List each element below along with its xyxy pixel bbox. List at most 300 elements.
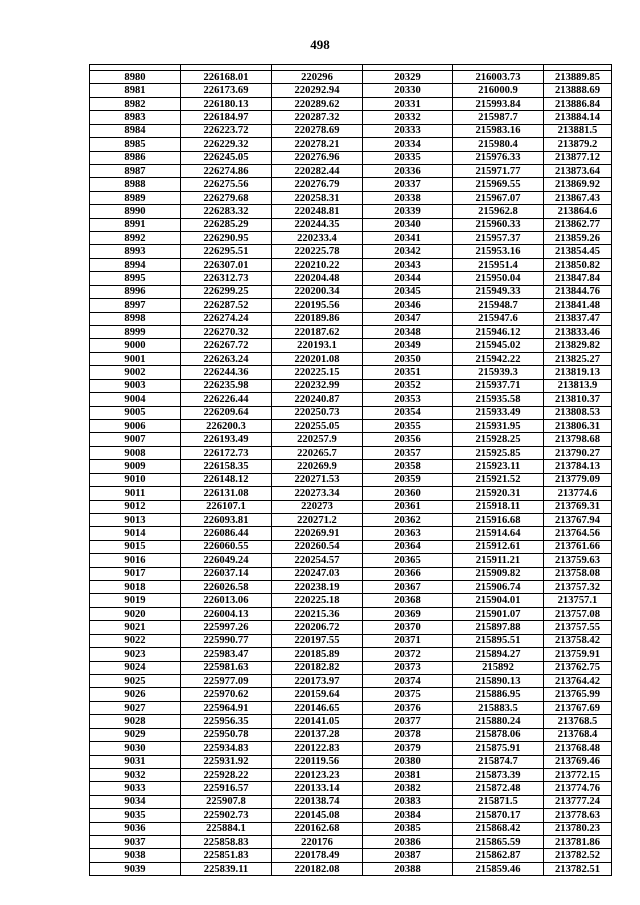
table-cell: 215931.95 — [453, 419, 544, 432]
table-cell: 226299.25 — [181, 285, 272, 298]
table-cell: 226223.72 — [181, 124, 272, 137]
table-row — [90, 527, 612, 540]
table-cell: 220204.48 — [272, 272, 363, 285]
table-cell: 226200.3 — [181, 419, 272, 432]
table-cell: 220244.35 — [272, 218, 363, 231]
table-cell: 213769.46 — [544, 755, 612, 768]
table-cell: 20380 — [363, 755, 453, 768]
table-cell: 20377 — [363, 715, 453, 728]
table-cell: 220201.08 — [272, 352, 363, 365]
table-cell: 20342 — [363, 245, 453, 258]
table-cell: 213886.84 — [544, 97, 612, 110]
table-cell: 225950.78 — [181, 728, 272, 741]
table-cell: 220240.87 — [272, 393, 363, 406]
table-cell: 20374 — [363, 674, 453, 687]
table-cell: 20354 — [363, 406, 453, 419]
table-cell: 226275.56 — [181, 178, 272, 191]
table-cell: 226180.13 — [181, 97, 272, 110]
table-cell: 9010 — [90, 473, 181, 486]
table-cell: 225990.77 — [181, 634, 272, 647]
table-cell: 215950.04 — [453, 272, 544, 285]
table-cell: 213841.48 — [544, 299, 612, 312]
table-cell: 9004 — [90, 393, 181, 406]
table-cell: 215870.17 — [453, 809, 544, 822]
table-cell: 9006 — [90, 419, 181, 432]
table-cell: 220146.65 — [272, 701, 363, 714]
table-cell: 220232.99 — [272, 379, 363, 392]
table-cell: 8984 — [90, 124, 181, 137]
table-cell: 215859.46 — [453, 862, 544, 875]
table-cell: 213825.27 — [544, 352, 612, 365]
table-cell: 9014 — [90, 527, 181, 540]
table-cell: 226173.69 — [181, 84, 272, 97]
table-cell: 215957.37 — [453, 232, 544, 245]
table-cell: 9017 — [90, 567, 181, 580]
table-cell: 9020 — [90, 607, 181, 620]
table-cell: 220255.05 — [272, 419, 363, 432]
table-cell: 220182.08 — [272, 862, 363, 875]
table-cell: 9008 — [90, 446, 181, 459]
table-cell: 20373 — [363, 661, 453, 674]
table-cell: 213769.31 — [544, 500, 612, 513]
table-cell: 213757.55 — [544, 621, 612, 634]
table-cell: 213833.46 — [544, 326, 612, 339]
table-cell: 215928.25 — [453, 433, 544, 446]
table-cell: 226049.24 — [181, 554, 272, 567]
table-cell: 20362 — [363, 513, 453, 526]
table-cell: 20386 — [363, 836, 453, 849]
table-cell: 220141.05 — [272, 715, 363, 728]
table-cell: 213867.43 — [544, 191, 612, 204]
table-cell: 8980 — [90, 71, 181, 84]
table-cell: 20379 — [363, 742, 453, 755]
table-cell: 20340 — [363, 218, 453, 231]
table-cell: 213784.13 — [544, 460, 612, 473]
table-cell: 226285.29 — [181, 218, 272, 231]
table-row — [90, 151, 612, 164]
table-cell: 215897.88 — [453, 621, 544, 634]
table-cell: 8994 — [90, 258, 181, 271]
table-cell: 220178.49 — [272, 849, 363, 862]
table-cell: 215901.07 — [453, 607, 544, 620]
table-cell: 8981 — [90, 84, 181, 97]
table-cell: 220258.31 — [272, 191, 363, 204]
table-cell: 215949.33 — [453, 285, 544, 298]
table-cell: 225934.83 — [181, 742, 272, 755]
table-cell: 226093.81 — [181, 513, 272, 526]
table-cell: 20334 — [363, 138, 453, 151]
table-cell: 9022 — [90, 634, 181, 647]
table-cell: 9034 — [90, 795, 181, 808]
table-row — [90, 272, 612, 285]
table-cell: 20353 — [363, 393, 453, 406]
table-cell: 213767.69 — [544, 701, 612, 714]
table-cell: 216000.9 — [453, 84, 544, 97]
table-cell: 215983.16 — [453, 124, 544, 137]
table-row — [90, 124, 612, 137]
table-cell: 213889.85 — [544, 71, 612, 84]
table-row — [90, 205, 612, 218]
table-cell: 226193.49 — [181, 433, 272, 446]
table-cell: 9026 — [90, 688, 181, 701]
table-cell: 215933.49 — [453, 406, 544, 419]
table-cell: 220278.21 — [272, 138, 363, 151]
table-cell: 220225.15 — [272, 366, 363, 379]
table-cell: 215935.58 — [453, 393, 544, 406]
table-cell: 20387 — [363, 849, 453, 862]
table-row — [90, 352, 612, 365]
table-cell: 20369 — [363, 607, 453, 620]
table-row — [90, 178, 612, 191]
table-cell: 215886.95 — [453, 688, 544, 701]
table-cell: 213782.52 — [544, 849, 612, 862]
table-cell: 220269.91 — [272, 527, 363, 540]
table-cell: 213764.42 — [544, 674, 612, 687]
table-cell: 220145.08 — [272, 809, 363, 822]
table-cell: 9016 — [90, 554, 181, 567]
table-cell: 213862.77 — [544, 218, 612, 231]
table-cell: 213798.68 — [544, 433, 612, 446]
table-cell: 220185.89 — [272, 648, 363, 661]
table-cell: 9025 — [90, 674, 181, 687]
table-cell: 226037.14 — [181, 567, 272, 580]
table-cell: 220257.9 — [272, 433, 363, 446]
table-cell: 226235.98 — [181, 379, 272, 392]
table-cell: 225981.63 — [181, 661, 272, 674]
table-cell: 20358 — [363, 460, 453, 473]
table-cell: 225851.83 — [181, 849, 272, 862]
table-cell: 226184.97 — [181, 111, 272, 124]
table-cell: 220138.74 — [272, 795, 363, 808]
table-cell: 9011 — [90, 487, 181, 500]
table-cell: 220225.78 — [272, 245, 363, 258]
table-cell: 20344 — [363, 272, 453, 285]
table-cell: 220176 — [272, 836, 363, 849]
table-cell: 213774.6 — [544, 487, 612, 500]
table-cell: 215987.7 — [453, 111, 544, 124]
table-cell: 226274.24 — [181, 312, 272, 325]
table-cell: 213850.82 — [544, 258, 612, 271]
table-cell: 213847.84 — [544, 272, 612, 285]
table-cell: 8991 — [90, 218, 181, 231]
table-cell: 220292.94 — [272, 84, 363, 97]
table-cell: 215921.52 — [453, 473, 544, 486]
table-cell: 20383 — [363, 795, 453, 808]
table-cell: 213774.76 — [544, 782, 612, 795]
table-cell: 9038 — [90, 849, 181, 862]
table-cell: 226283.32 — [181, 205, 272, 218]
table-cell: 9033 — [90, 782, 181, 795]
table-cell: 220187.62 — [272, 326, 363, 339]
table-row — [90, 500, 612, 513]
table-cell: 213778.63 — [544, 809, 612, 822]
table-cell: 20341 — [363, 232, 453, 245]
table-cell: 225839.11 — [181, 862, 272, 875]
table-cell: 225928.22 — [181, 768, 272, 781]
table-cell: 220189.86 — [272, 312, 363, 325]
table-cell: 215993.84 — [453, 97, 544, 110]
table-cell: 20357 — [363, 446, 453, 459]
table-cell: 226245.05 — [181, 151, 272, 164]
table-cell: 9001 — [90, 352, 181, 365]
table-cell: 220278.69 — [272, 124, 363, 137]
table-cell: 20347 — [363, 312, 453, 325]
table-cell: 215892 — [453, 661, 544, 674]
table-cell: 213758.08 — [544, 567, 612, 580]
table-cell: 20367 — [363, 581, 453, 594]
table-cell: 213768.5 — [544, 715, 612, 728]
table-cell: 215911.21 — [453, 554, 544, 567]
table-row — [90, 715, 612, 728]
table-cell: 213790.27 — [544, 446, 612, 459]
table-cell: 20329 — [363, 71, 453, 84]
table-cell: 220215.36 — [272, 607, 363, 620]
table-cell: 226312.73 — [181, 272, 272, 285]
table-cell: 20365 — [363, 554, 453, 567]
table-row — [90, 742, 612, 755]
table-cell: 225858.83 — [181, 836, 272, 849]
table-cell: 226263.24 — [181, 352, 272, 365]
table-cell: 9009 — [90, 460, 181, 473]
table-cell: 220173.97 — [272, 674, 363, 687]
table-cell: 213759.63 — [544, 554, 612, 567]
table-cell: 225964.91 — [181, 701, 272, 714]
table-cell: 225956.35 — [181, 715, 272, 728]
table-cell: 220159.64 — [272, 688, 363, 701]
table-cell: 8993 — [90, 245, 181, 258]
table-row — [90, 648, 612, 661]
table-cell: 226168.01 — [181, 71, 272, 84]
table-cell: 220269.9 — [272, 460, 363, 473]
table-row — [90, 312, 612, 325]
table-cell: 215912.61 — [453, 540, 544, 553]
table-cell: 9039 — [90, 862, 181, 875]
table-row — [90, 446, 612, 459]
table-cell: 9031 — [90, 755, 181, 768]
table-cell: 226287.52 — [181, 299, 272, 312]
table-cell: 9005 — [90, 406, 181, 419]
table-cell: 226158.35 — [181, 460, 272, 473]
table-cell: 20355 — [363, 419, 453, 432]
table-cell: 9018 — [90, 581, 181, 594]
table-cell: 213873.64 — [544, 164, 612, 177]
page-number: 498 — [310, 37, 330, 52]
table-cell: 215948.7 — [453, 299, 544, 312]
table-cell: 213765.99 — [544, 688, 612, 701]
table-cell: 9029 — [90, 728, 181, 741]
table-cell: 213761.66 — [544, 540, 612, 553]
table-cell: 220287.32 — [272, 111, 363, 124]
table-cell: 20337 — [363, 178, 453, 191]
table-cell: 215871.5 — [453, 795, 544, 808]
table-cell: 8989 — [90, 191, 181, 204]
table-row — [90, 433, 612, 446]
table-cell: 20330 — [363, 84, 453, 97]
coordinates-table-body — [90, 65, 612, 876]
table-cell: 215865.59 — [453, 836, 544, 849]
table-row — [90, 554, 612, 567]
table-cell: 220289.62 — [272, 97, 363, 110]
table-cell: 215895.51 — [453, 634, 544, 647]
coordinates-table — [89, 64, 612, 876]
table-cell: 226295.51 — [181, 245, 272, 258]
table-cell: 215874.7 — [453, 755, 544, 768]
table-cell: 20338 — [363, 191, 453, 204]
table-cell: 220200.34 — [272, 285, 363, 298]
table-cell: 215945.02 — [453, 339, 544, 352]
table-cell: 213782.51 — [544, 862, 612, 875]
table-cell: 8985 — [90, 138, 181, 151]
table-cell: 225884.1 — [181, 822, 272, 835]
table-cell: 9000 — [90, 339, 181, 352]
table-row — [90, 406, 612, 419]
table-cell: 226004.13 — [181, 607, 272, 620]
table-cell: 215960.33 — [453, 218, 544, 231]
table-row — [90, 97, 612, 110]
table-cell: 220119.56 — [272, 755, 363, 768]
table-cell: 220271.53 — [272, 473, 363, 486]
table-cell: 215953.16 — [453, 245, 544, 258]
table-cell: 220282.44 — [272, 164, 363, 177]
table-cell: 215925.85 — [453, 446, 544, 459]
table-cell: 20363 — [363, 527, 453, 540]
table-cell: 213759.91 — [544, 648, 612, 661]
table-cell: 20370 — [363, 621, 453, 634]
table-cell: 215939.3 — [453, 366, 544, 379]
table-cell: 220260.54 — [272, 540, 363, 553]
table-cell: 8992 — [90, 232, 181, 245]
table-row — [90, 258, 612, 271]
table-cell: 20384 — [363, 809, 453, 822]
table-row — [90, 84, 612, 97]
table-row — [90, 513, 612, 526]
table-cell: 9023 — [90, 648, 181, 661]
table-cell: 20348 — [363, 326, 453, 339]
table-cell: 215980.4 — [453, 138, 544, 151]
table-cell: 215909.82 — [453, 567, 544, 580]
table-row — [90, 111, 612, 124]
table-cell: 215880.24 — [453, 715, 544, 728]
table-cell: 215878.06 — [453, 728, 544, 741]
table-cell: 20331 — [363, 97, 453, 110]
table-row — [90, 661, 612, 674]
table-cell: 213779.09 — [544, 473, 612, 486]
table-cell: 226270.32 — [181, 326, 272, 339]
table-cell: 20364 — [363, 540, 453, 553]
table-cell: 20378 — [363, 728, 453, 741]
table-cell: 226209.64 — [181, 406, 272, 419]
table-cell: 220238.19 — [272, 581, 363, 594]
table-cell: 220122.83 — [272, 742, 363, 755]
table-row — [90, 473, 612, 486]
table-cell: 220254.57 — [272, 554, 363, 567]
table-cell: 9030 — [90, 742, 181, 755]
table-cell: 20345 — [363, 285, 453, 298]
table-cell: 20333 — [363, 124, 453, 137]
table-cell: 220233.4 — [272, 232, 363, 245]
table-row — [90, 245, 612, 258]
table-cell: 8998 — [90, 312, 181, 325]
table-cell: 8986 — [90, 151, 181, 164]
table-cell: 213780.23 — [544, 822, 612, 835]
table-row — [90, 487, 612, 500]
table-cell: 20349 — [363, 339, 453, 352]
table-cell: 20351 — [363, 366, 453, 379]
table-cell: 213758.42 — [544, 634, 612, 647]
table-row — [90, 299, 612, 312]
table-cell: 20350 — [363, 352, 453, 365]
table-row — [90, 768, 612, 781]
table-cell: 20361 — [363, 500, 453, 513]
table-cell: 9027 — [90, 701, 181, 714]
table-cell: 226229.32 — [181, 138, 272, 151]
table-cell: 220248.81 — [272, 205, 363, 218]
table-cell: 8995 — [90, 272, 181, 285]
table-cell: 215894.27 — [453, 648, 544, 661]
table-cell: 20356 — [363, 433, 453, 446]
table-cell: 226148.12 — [181, 473, 272, 486]
table-cell: 215890.13 — [453, 674, 544, 687]
table-cell: 215969.55 — [453, 178, 544, 191]
table-cell: 9037 — [90, 836, 181, 849]
table-cell: 216003.73 — [453, 71, 544, 84]
table-cell: 213829.82 — [544, 339, 612, 352]
table-cell: 9002 — [90, 366, 181, 379]
table-cell: 220265.7 — [272, 446, 363, 459]
table-cell: 8982 — [90, 97, 181, 110]
table-cell: 215923.11 — [453, 460, 544, 473]
table-row — [90, 621, 612, 634]
table-cell: 8999 — [90, 326, 181, 339]
table-row — [90, 393, 612, 406]
table-cell: 215920.31 — [453, 487, 544, 500]
table-cell: 213768.4 — [544, 728, 612, 741]
table-cell: 215914.64 — [453, 527, 544, 540]
table-cell: 220197.55 — [272, 634, 363, 647]
table-cell: 20360 — [363, 487, 453, 500]
table-row — [90, 755, 612, 768]
table-row — [90, 674, 612, 687]
table-cell: 226226.44 — [181, 393, 272, 406]
table-cell: 215862.87 — [453, 849, 544, 862]
table-cell: 220182.82 — [272, 661, 363, 674]
table-cell: 226060.55 — [181, 540, 272, 553]
table-cell: 213869.92 — [544, 178, 612, 191]
table-row — [90, 460, 612, 473]
table-cell: 220123.23 — [272, 768, 363, 781]
table-cell: 220250.73 — [272, 406, 363, 419]
table-row — [90, 688, 612, 701]
table-row — [90, 809, 612, 822]
table-cell: 213813.9 — [544, 379, 612, 392]
table-cell: 20339 — [363, 205, 453, 218]
table-cell: 226307.01 — [181, 258, 272, 271]
table-row — [90, 339, 612, 352]
table-row — [90, 567, 612, 580]
table-row — [90, 581, 612, 594]
table-cell: 213762.75 — [544, 661, 612, 674]
table-cell: 20382 — [363, 782, 453, 795]
table-cell: 225997.26 — [181, 621, 272, 634]
table-cell: 213854.45 — [544, 245, 612, 258]
table-cell: 220206.72 — [272, 621, 363, 634]
table-cell: 213864.6 — [544, 205, 612, 218]
table-cell: 20375 — [363, 688, 453, 701]
table-cell: 215947.6 — [453, 312, 544, 325]
table-cell: 9013 — [90, 513, 181, 526]
table-cell: 213767.94 — [544, 513, 612, 526]
table-cell: 213819.13 — [544, 366, 612, 379]
